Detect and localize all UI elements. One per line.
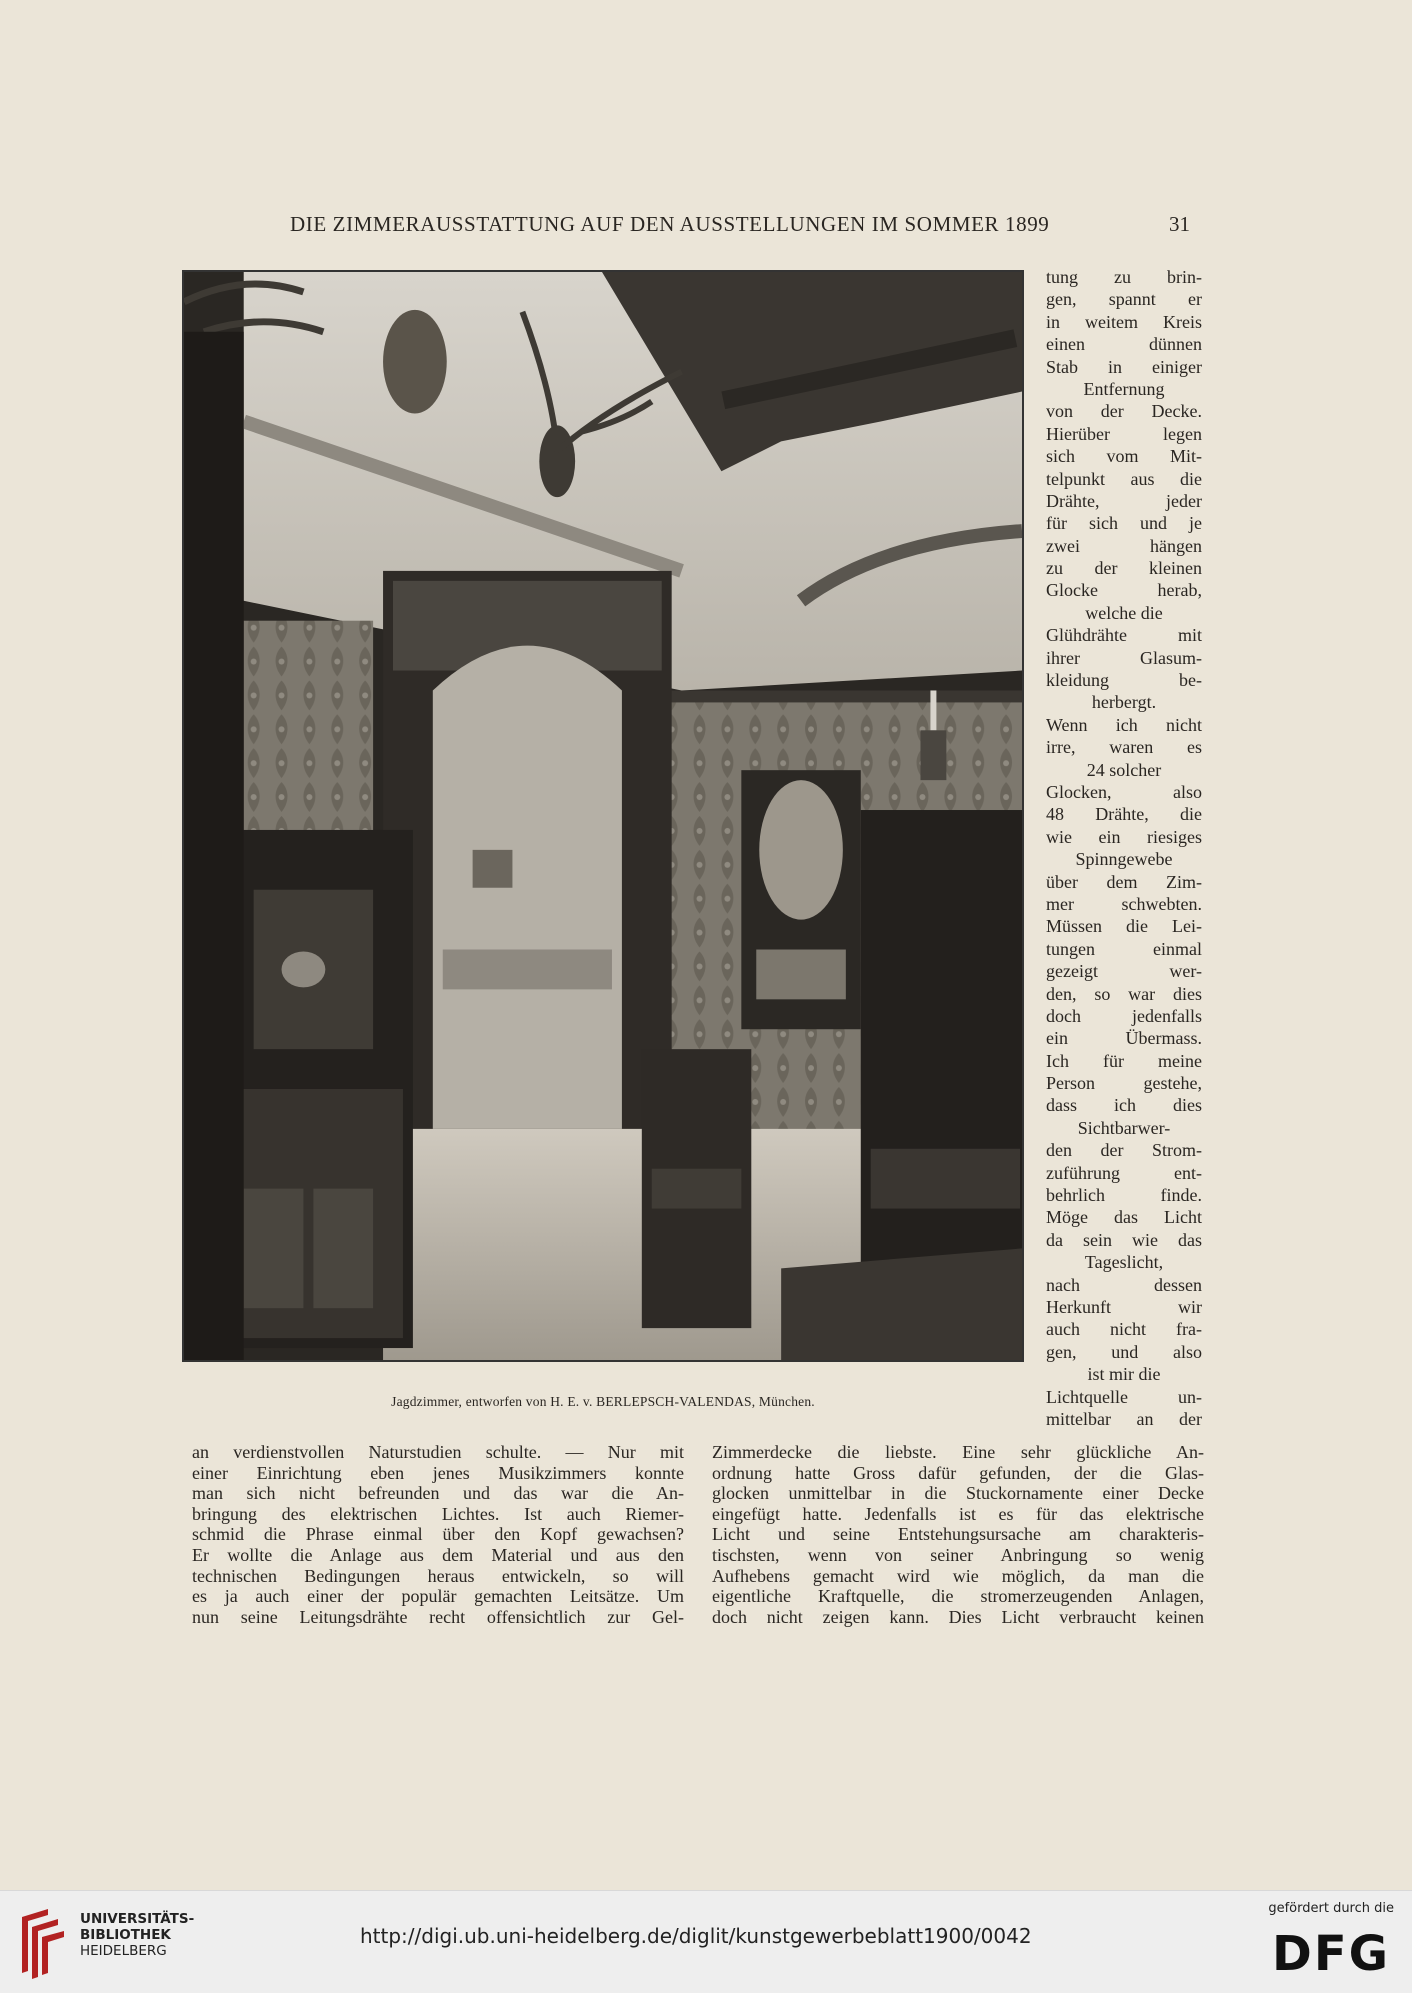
text-line: den der Strom- (1046, 1140, 1202, 1161)
university-library-logo-icon (18, 1907, 66, 1979)
text-line: Licht und seine Entstehungsursache am charakteris- (712, 1524, 1204, 1545)
text-line: nach dessen (1046, 1274, 1202, 1295)
text-line: zwei hängen (1046, 535, 1202, 556)
text-line: auch nicht fra- (1046, 1319, 1202, 1340)
side-text-column (1046, 266, 1202, 1430)
text-line: eigentliche Kraftquelle, die stromerzeugenden Anlagen, (712, 1586, 1204, 1607)
text-line: Müssen die Lei- (1046, 916, 1202, 937)
text-line: es ja auch einer der populär gemachten Leitsätze. Um (192, 1586, 684, 1607)
text-line: dass ich dies (1046, 1095, 1202, 1116)
text-line: Drähte, jeder (1046, 490, 1202, 511)
text-line: an verdienstvollen Naturstudien schulte. — Nur mit (192, 1442, 684, 1462)
text-line: welche die (1085, 602, 1163, 623)
text-line: gen, spannt er (1046, 289, 1202, 310)
text-line: ein Übermass. (1046, 1028, 1202, 1049)
photograph-illustration (184, 272, 1022, 1360)
text-line: technischen Bedingungen heraus entwickeln, so will (192, 1565, 684, 1586)
library-name-line1: UNIVERSITÄTS- (80, 1911, 195, 1927)
text-line: mittelbar an der (1046, 1408, 1202, 1429)
library-name-line2: BIBLIOTHEK (80, 1927, 171, 1943)
text-line: zuführung ent- (1046, 1162, 1202, 1183)
text-line: bringung des elektrischen Lichtes. Ist auch Riemer- (192, 1503, 684, 1524)
text-line: für sich und je (1046, 513, 1202, 534)
text-line: nun seine Leitungsdrähte recht offensichtlich zur Gel- (192, 1606, 684, 1627)
permalink-url[interactable]: http://digi.ub.uni-heidelberg.de/diglit/kunstgewerbeblatt1900/0042 (360, 1924, 1032, 1948)
text-line: Ich für meine (1046, 1050, 1202, 1071)
text-line: Person gestehe, (1046, 1073, 1202, 1094)
text-line: Er wollte die Anlage aus dem Material und aus den (192, 1544, 684, 1565)
text-line: den, so war dies (1046, 983, 1202, 1004)
text-line: 24 solcher (1086, 759, 1162, 780)
text-line: ihrer Glasum- (1046, 647, 1202, 668)
text-line: über dem Zim- (1046, 871, 1202, 892)
hunting-room-photograph (182, 270, 1024, 1362)
running-title: DIE ZIMMERAUSSTATTUNG AUF DEN AUSSTELLUNGEN IM SOMMER 1899 (290, 212, 1050, 236)
text-line: doch jedenfalls (1046, 1005, 1202, 1026)
text-line: zu der kleinen (1046, 558, 1202, 579)
text-line: Glocken, also (1046, 781, 1202, 802)
text-line: Entfernung (1083, 378, 1165, 399)
text-line: Tageslicht, (1084, 1252, 1164, 1273)
text-line: Möge das Licht (1046, 1207, 1202, 1228)
text-line: einen dünnen (1046, 334, 1202, 355)
library-name (80, 1911, 194, 1959)
text-line: Hierüber legen (1046, 423, 1202, 444)
text-line: glocken unmittelbar in die Stuckornamente einer Decke (712, 1483, 1204, 1504)
text-line: in weitem Kreis (1046, 311, 1202, 332)
dfg-logo: DFG (1271, 1926, 1390, 1982)
text-line: 48 Drähte, die (1046, 804, 1202, 825)
text-line: schmid die Phrase einmal über den Kopf gewachsen? (192, 1524, 684, 1545)
text-line: Glühdrähte mit (1046, 625, 1202, 646)
text-line: einer Einrichtung eben jenes Musikzimmers konnte (192, 1462, 684, 1483)
text-line: doch nicht zeigen kann. Dies Licht verbraucht keinen (712, 1606, 1204, 1627)
text-line: tungen einmal (1046, 938, 1202, 959)
text-line: Lichtquelle un- (1046, 1386, 1202, 1407)
page-number: 31 (1169, 212, 1190, 236)
text-line: irre, waren es (1046, 737, 1202, 758)
text-line: telpunkt aus die (1046, 468, 1202, 489)
text-line: Stab in einiger (1046, 356, 1202, 377)
text-line: behrlich finde. (1046, 1185, 1202, 1206)
library-name-line3: HEIDELBERG (80, 1943, 167, 1959)
text-line: eingefügt hatte. Jedenfalls ist es für das elektrische (712, 1503, 1204, 1524)
left-text-column (192, 1442, 684, 1627)
funded-by-label: gefördert durch die (1268, 1901, 1394, 1916)
text-line: von der Decke. (1046, 401, 1202, 422)
text-line: Spinngewebe (1075, 849, 1173, 870)
text-line: Zimmerdecke die liebste. Eine sehr glückliche An- (712, 1442, 1204, 1462)
text-line: wie ein riesiges (1046, 826, 1202, 847)
text-line: Sichtbarwer- (1077, 1117, 1171, 1138)
digitization-footer (0, 1890, 1412, 1993)
text-line: Wenn ich nicht (1046, 714, 1202, 735)
text-line: gezeigt wer- (1046, 961, 1202, 982)
text-line: Glocke herab, (1046, 580, 1202, 601)
text-line: kleidung be- (1046, 670, 1202, 691)
text-line: Herkunft wir (1046, 1296, 1202, 1317)
text-line: da sein wie das (1046, 1229, 1202, 1250)
text-line: herbergt. (1091, 692, 1157, 713)
text-line: man sich nicht befreunden und das war die An- (192, 1483, 684, 1504)
text-line: Aufhebens gemacht wird wie möglich, da man die (712, 1565, 1204, 1586)
right-text-column (712, 1442, 1204, 1627)
text-line: ist mir die (1087, 1364, 1161, 1385)
running-header (290, 212, 1190, 244)
text-line: mer schwebten. (1046, 893, 1202, 914)
text-line: ordnung hatte Gross dafür gefunden, der die Glas- (712, 1462, 1204, 1483)
text-line: tung zu brin- (1046, 267, 1202, 287)
text-line: gen, und also (1046, 1341, 1202, 1362)
figure-caption: Jagdzimmer, entworfen von H. E. v. BERLEPSCH-VALENDAS, München. (391, 1394, 815, 1409)
text-line: sich vom Mit- (1046, 446, 1202, 467)
text-line: tischsten, wenn von seiner Anbringung so wenig (712, 1544, 1204, 1565)
